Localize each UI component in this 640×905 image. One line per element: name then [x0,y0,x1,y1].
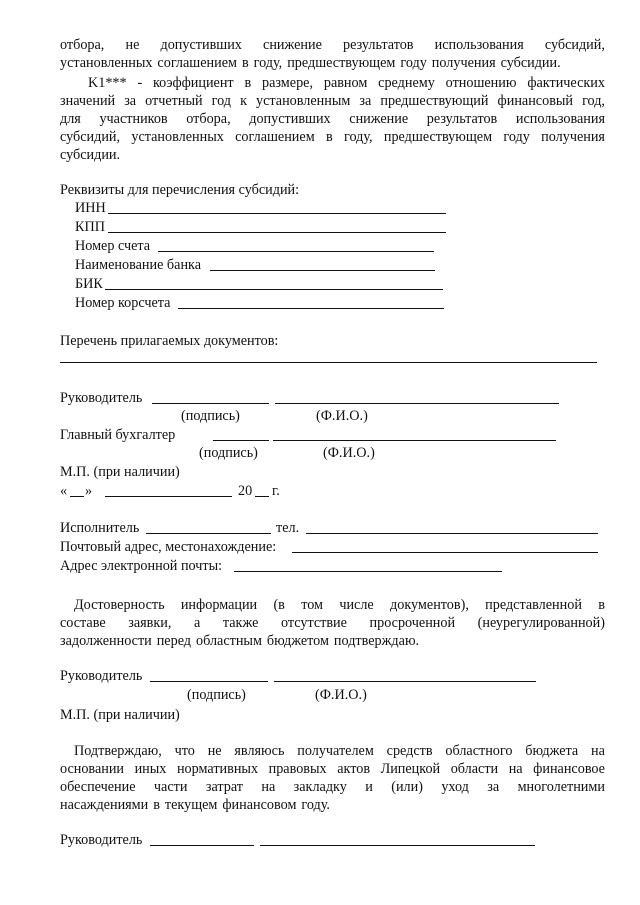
word: году [503,129,530,145]
word: установленным [256,93,351,109]
word: финансовое [533,761,605,777]
word: использования [515,111,605,127]
head-name-field[interactable] [275,403,559,404]
date-year-suffix: г. [272,483,280,499]
date-open-quote: « [60,483,68,499]
word: допустивших [249,111,331,127]
corr-account-field[interactable] [178,308,444,309]
requisites-title: Реквизиты для перечисления субсидий: [60,182,300,198]
stamp-note: М.П. (при наличии) [60,464,180,480]
postal-address-field[interactable] [292,552,598,553]
head-label-3: Руководитель [60,832,143,848]
word: году. [301,797,330,813]
paragraph-line [60,596,605,614]
kpp-label: КПП [75,219,105,235]
word: в [244,75,252,91]
head-signature-field-2[interactable] [150,681,268,682]
corr-account-label: Номер корсчета [75,295,171,311]
word: бюджета [525,743,579,759]
word: получателем [297,743,374,759]
paragraph-coefficient-continuation [60,36,605,72]
head-name-field-3[interactable] [260,845,535,846]
word: год [211,93,232,109]
word: обеспечение [60,779,136,795]
head-signature-field-3[interactable] [150,845,254,846]
bank-field[interactable] [210,270,435,271]
word: части [153,779,188,795]
signature-caption: (подпись) [181,408,240,424]
paragraph-reliability-confirmation [60,596,605,650]
word: K1*** [88,75,127,91]
paragraph-line [60,760,605,778]
word: областного [445,743,513,759]
account-field[interactable] [158,251,434,252]
word: равном [323,75,368,91]
word: результатов [343,37,414,53]
word: отсутствие [280,615,347,631]
word: областным [196,633,262,649]
word: средств [386,743,433,759]
word: также [222,615,259,631]
word: области [450,761,499,777]
paragraph-line [60,742,605,760]
stamp-note-2: М.П. (при наличии) [60,707,180,723]
paragraph-line [60,614,605,632]
word: основании [60,761,125,777]
word: установленных [60,55,153,71]
word: предшествующем [383,129,493,145]
word: предшествующем [287,55,396,71]
word: нормативных [176,761,259,777]
word: правовых [268,761,327,777]
word: перед [156,633,192,649]
word: за [359,93,372,109]
word: просроченной [369,615,456,631]
word: что [174,743,195,759]
paragraph-k1-coefficient [60,74,605,164]
word: соглашением [157,55,237,71]
bik-field[interactable] [105,289,443,290]
email-field[interactable] [234,571,502,572]
word: субсидии. [500,55,561,71]
head-name-field-2[interactable] [274,681,536,682]
paragraph-line [60,128,605,146]
executor-label: Исполнитель [60,520,140,536]
word: уход [441,779,469,795]
fio-caption: (Ф.И.О.) [316,408,368,424]
word: (или) [391,779,423,795]
date-year-field[interactable] [255,496,269,497]
paragraph-line [60,54,605,72]
phone-field[interactable] [306,533,598,534]
word: году, [343,129,373,145]
paragraph-line [60,778,605,796]
fio-caption-2: (Ф.И.О.) [323,445,375,461]
word: размере, [262,75,314,91]
word: в [241,55,249,71]
word: за [487,779,500,795]
word: за [124,93,137,109]
word: результатов [426,111,498,127]
word: снижение [349,111,409,127]
word: составе [60,615,106,631]
word: на [261,779,276,795]
word: установленных [131,129,224,145]
documents-title: Перечень прилагаемых документов: [60,333,279,349]
kpp-field[interactable] [108,232,446,233]
word: затрат [205,779,243,795]
executor-field[interactable] [146,533,271,534]
accountant-signature-field[interactable] [213,440,269,441]
paragraph-non-recipient-confirmation [60,742,605,814]
word: субсидий, [544,37,605,53]
word: значений [60,93,116,109]
word: году, [253,55,283,71]
word: субсидии. [60,147,121,163]
word: на [591,743,605,759]
paragraph-line [60,146,605,164]
chief-accountant-label: Главный бухгалтер [60,427,176,443]
word: снижение [263,37,322,53]
paragraph-line [60,796,605,814]
inn-label: ИНН [75,200,106,216]
paragraph-line [60,74,605,92]
word: являюсь [234,743,285,759]
signature-caption-3: (подпись) [187,687,246,703]
word: в [325,129,333,145]
word: текущем [164,797,218,813]
bank-label: Наименование банка [75,257,202,273]
inn-field[interactable] [108,213,446,214]
bik-label: БИК [75,276,103,292]
head-signature-field[interactable] [152,403,269,404]
word: документов), [390,597,469,613]
word: предшествующий [380,93,489,109]
word: субсидий, [60,129,121,145]
word: отчетный [145,93,203,109]
word: Подтверждаю, [74,743,162,759]
word: актов [337,761,371,777]
paragraph-line [60,36,605,54]
word: использования [434,37,524,53]
accountant-name-field[interactable] [273,440,556,441]
date-day-field[interactable] [70,496,84,497]
phone-label: тел. [276,520,300,536]
date-year-prefix: 20 [238,483,253,499]
word: соглашением [235,129,315,145]
word: год, [582,93,605,109]
word: информации [180,597,258,613]
word: к [240,93,247,109]
signature-caption-2: (подпись) [199,445,258,461]
word: допустивших [160,37,242,53]
word: Достоверность [74,597,165,613]
word: для [60,111,81,127]
date-month-field[interactable] [105,496,232,497]
paragraph-line [60,632,605,650]
word: многолетними [517,779,605,795]
email-label: Адрес электронной почты: [60,558,223,574]
word: том [301,597,324,613]
word: а [193,615,201,631]
word: Липецкой [380,761,441,777]
word: получения [541,129,605,145]
word: (в [273,597,285,613]
word: и [365,779,373,795]
word: получения [431,55,496,71]
word: отношению [445,75,517,91]
word: коэффициент [153,75,234,91]
head-label: Руководитель [60,390,143,406]
word: числе [339,597,374,613]
account-label: Номер счета [75,238,151,254]
word: финансовый [497,93,574,109]
word: (неурегулированной) [477,615,605,631]
fio-caption-3: (Ф.И.О.) [315,687,367,703]
word: задолженности [60,633,152,649]
paragraph-line [60,110,605,128]
word: заявки, [128,615,172,631]
word: финансовом [222,797,297,813]
word: среднему [378,75,435,91]
word: иных [134,761,167,777]
word: в [598,597,605,613]
word: отбора, [60,37,105,53]
word: году [400,55,427,71]
word: фактических [527,75,605,91]
word: отбора, [186,111,231,127]
word: - [137,75,143,91]
word: в [153,797,160,813]
word: представленной [485,597,582,613]
word: участников [99,111,168,127]
paragraph-line [60,92,605,110]
word: закладку [293,779,347,795]
head-label-2: Руководитель [60,668,143,684]
word: не [207,743,222,759]
word: не [125,37,140,53]
documents-field[interactable] [60,362,597,363]
word: бюджетом [266,633,329,649]
date-close-quote: » [85,483,93,499]
postal-address-label: Почтовый адрес, местонахождение: [60,539,277,555]
word: на [508,761,523,777]
word: подтверждаю. [333,633,420,649]
word: насаждениями [60,797,149,813]
